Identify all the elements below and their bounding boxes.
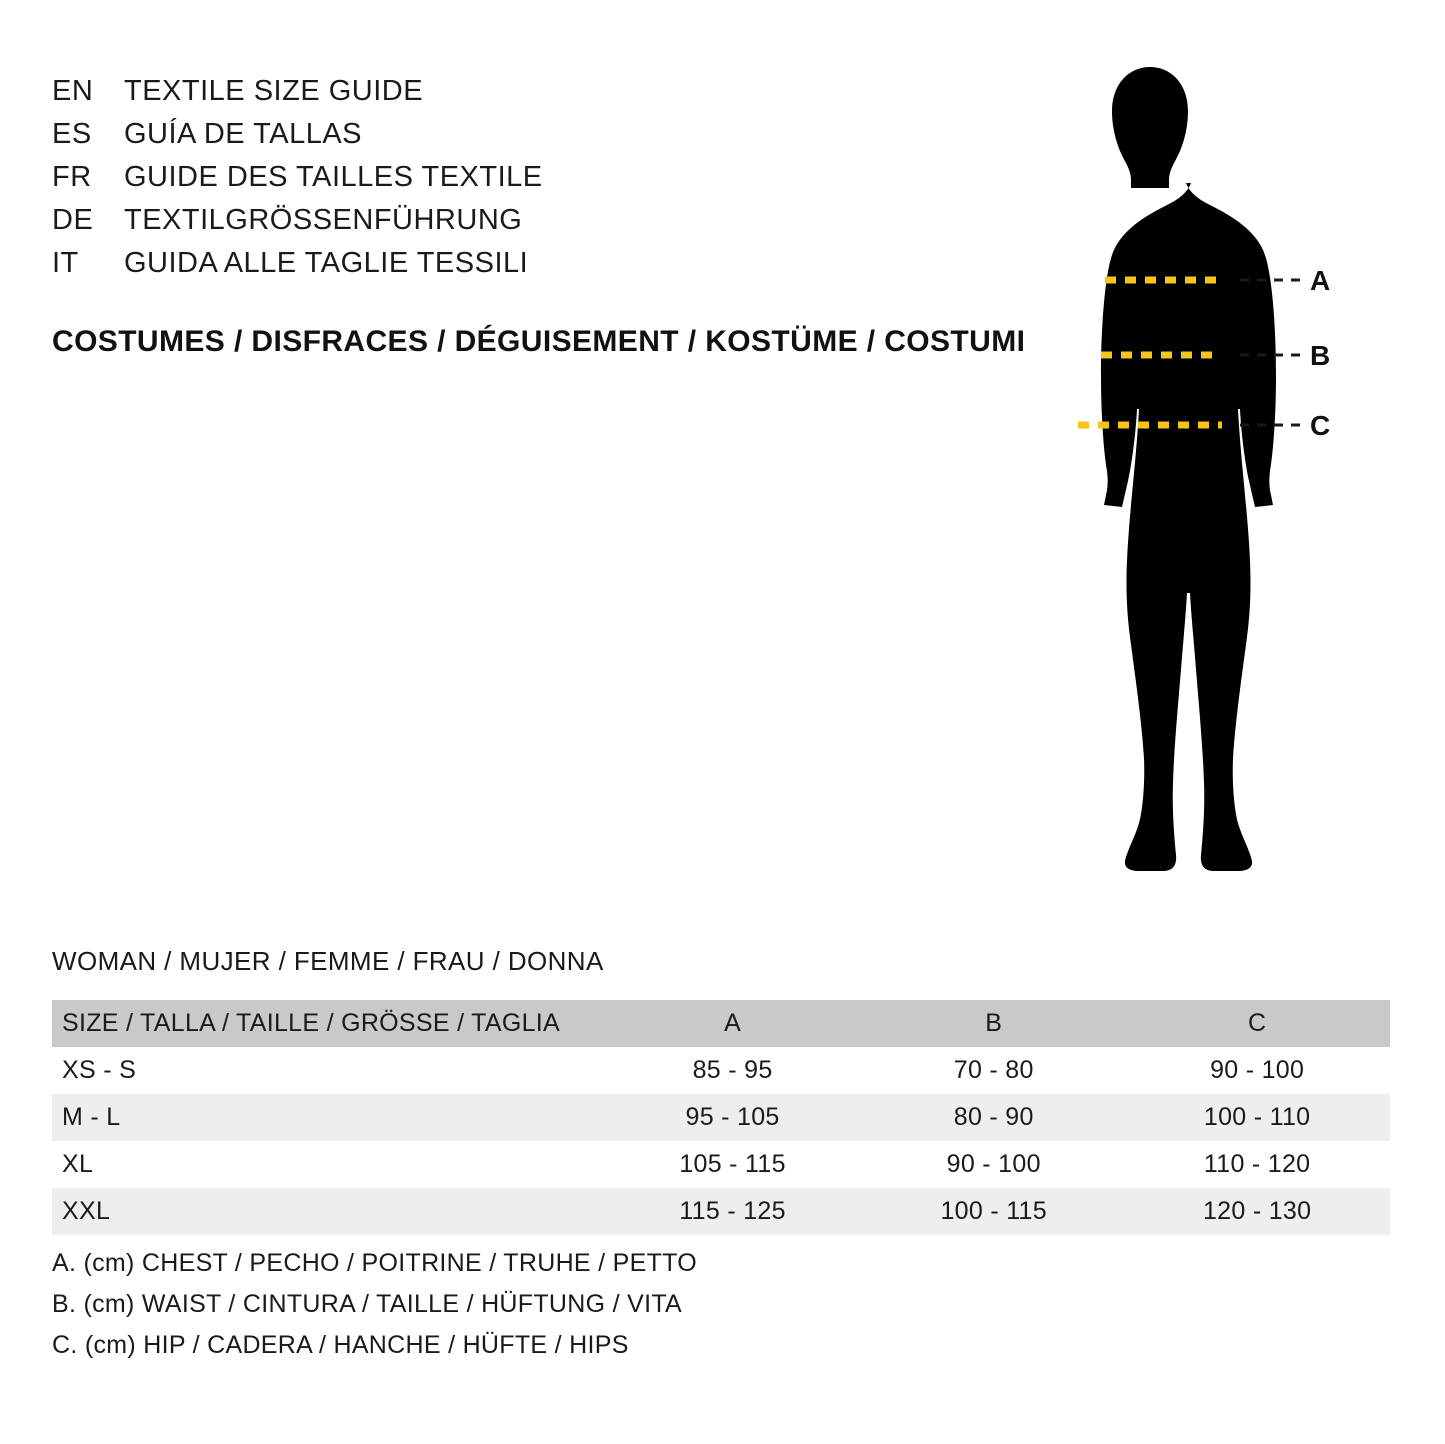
cell-a: 95 - 105 [685,1103,780,1131]
table-row [52,1094,1390,1141]
cell-a: 115 - 125 [679,1197,786,1225]
language-code: FR [52,161,92,193]
legend-item-a: A. (cm) CHEST / PECHO / POITRINE / TRUHE / PETTO [52,1249,698,1277]
language-code: EN [52,75,94,107]
costumes-subtitle: COSTUMES / DISFRACES / DÉGUISEMENT / KOSTÜME / COSTUMI [52,325,1026,358]
marker-label-b: B [1310,340,1331,371]
cell-c: 100 - 110 [1203,1103,1311,1131]
table-header-row [52,1000,1390,1047]
language-code: DE [52,204,94,236]
language-row [52,113,1002,156]
language-row [52,156,1002,199]
table-row [52,1047,1390,1094]
cell-b: 80 - 90 [953,1103,1034,1131]
language-row [52,199,1002,242]
cell-b: 100 - 115 [940,1197,1047,1225]
size-table [52,1000,1390,1235]
measurement-legend [52,1243,697,1366]
language-row [52,242,1002,285]
table-row [52,1141,1390,1188]
language-title: TEXTILGRÖSSENFÜHRUNG [124,204,523,236]
cell-a: 85 - 95 [692,1056,773,1084]
legend-item-c: C. (cm) HIP / CADERA / HANCHE / HÜFTE / HIPS [52,1331,629,1359]
cell-a: 105 - 115 [679,1150,786,1178]
language-title: TEXTILE SIZE GUIDE [124,75,424,107]
legend-item-b: B. (cm) WAIST / CINTURA / TAILLE / HÜFTUNG / VITA [52,1290,683,1318]
language-title-block [52,70,1002,285]
cell-size: XS - S [62,1056,137,1084]
cell-size: XXL [62,1197,111,1225]
table-row [52,1188,1390,1235]
cell-b: 70 - 80 [953,1056,1034,1084]
language-code: IT [52,247,79,279]
column-header-size: SIZE / TALLA / TAILLE / GRÖSSE / TAGLIA [62,1009,561,1037]
language-title: GUIDA ALLE TAGLIE TESSILI [124,247,529,279]
cell-c: 110 - 120 [1203,1150,1311,1178]
cell-size: M - L [62,1103,121,1131]
cell-c: 120 - 130 [1202,1197,1312,1225]
column-header-a: A [724,1009,742,1037]
marker-label-c: C [1310,410,1331,441]
table-caption: WOMAN / MUJER / FEMME / FRAU / DONNA [52,946,604,976]
cell-c: 90 - 100 [1210,1056,1305,1084]
cell-size: XL [62,1150,94,1178]
language-code: ES [52,118,92,150]
language-title: GUIDE DES TAILLES TEXTILE [124,161,543,193]
language-row [52,70,1002,113]
cell-b: 90 - 100 [946,1150,1041,1178]
marker-label-a: A [1310,265,1331,296]
column-header-c: C [1247,1009,1267,1037]
column-header-b: B [985,1009,1003,1037]
language-title: GUÍA DE TALLAS [124,118,363,150]
woman-silhouette-icon [1000,55,1420,895]
measurement-figure [1000,55,1420,895]
